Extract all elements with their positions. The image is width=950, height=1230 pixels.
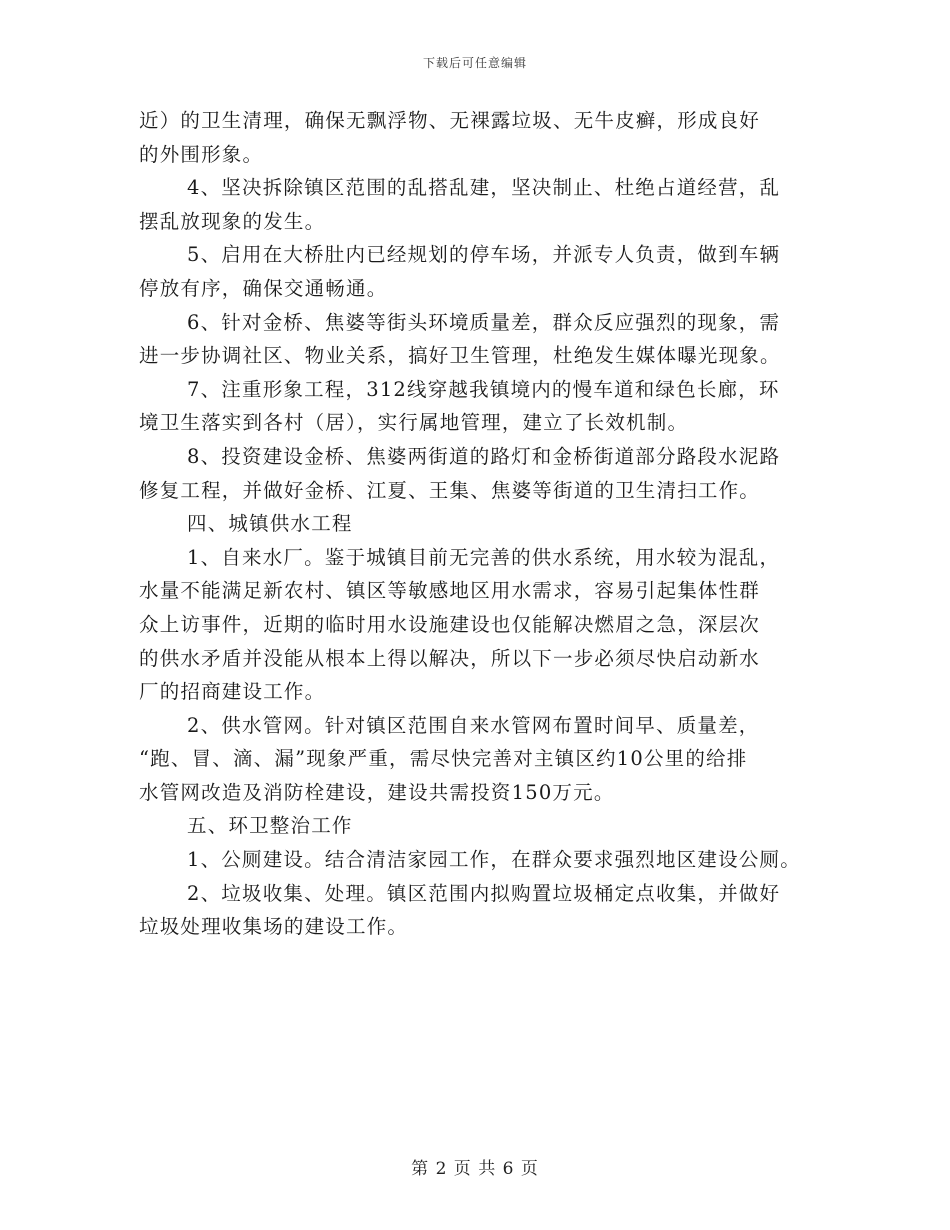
text-line: 垃圾处理收集场的建设工作。 <box>139 915 409 939</box>
text-line: 修复工程，并做好金桥、江夏、王集、焦婆等街道的卫生清扫工作。 <box>139 478 761 502</box>
text-line: 水管网改造及消防栓建设，建设共需投资150万元。 <box>139 780 615 804</box>
text-line: 4、坚决拆除镇区范围的乱搭乱建，坚决制止、杜绝占道经营，乱 <box>187 176 781 200</box>
text-line: 5、启用在大桥肚内已经规划的停车场，并派专人负责，做到车辆 <box>187 243 781 267</box>
text-line: 8、投资建设金桥、焦婆两街道的路灯和金桥街道部分路段水泥路 <box>187 444 781 468</box>
text-line: 进一步协调社区、物业关系，搞好卫生管理，杜绝发生媒体曝光现象。 <box>139 344 781 368</box>
section-heading: 五、环卫整治工作 <box>187 814 353 838</box>
text-line: 水量不能满足新农村、镇区等敏感地区用水需求，容易引起集体性群 <box>139 579 761 603</box>
page-footer: 第 2 页 共 6 页 <box>411 1159 539 1179</box>
text-line: 停放有序，确保交通畅通。 <box>139 276 388 300</box>
text-line: 境卫生落实到各村（居），实行属地管理，建立了长效机制。 <box>139 411 689 435</box>
text-line: 7、注重形象工程，312线穿越我镇境内的慢车道和绿色长廊，环 <box>187 377 780 401</box>
text-line: 的供水矛盾并没能从根本上得以解决，所以下一步必须尽快启动新水 <box>139 646 761 670</box>
section-heading: 四、城镇供水工程 <box>187 512 353 536</box>
document-body <box>139 104 819 944</box>
text-line: 2、垃圾收集、处理。镇区范围内拟购置垃圾桶定点收集，并做好 <box>187 881 781 905</box>
page-header: 下载后可任意编辑 <box>422 56 527 70</box>
text-line: 的外围形象。 <box>139 142 264 166</box>
text-line: “跑、冒、滴、漏”现象严重，需尽快完善对主镇区约10公里的给排 <box>139 747 748 771</box>
text-line: 厂的招商建设工作。 <box>139 680 326 704</box>
text-line: 众上访事件，近期的临时用水设施建设也仅能解决燃眉之急，深层次 <box>139 612 761 636</box>
text-line: 1、自来水厂。鉴于城镇目前无完善的供水系统，用水较为混乱， <box>187 545 781 569</box>
text-line: 摆乱放现象的发生。 <box>139 209 326 233</box>
text-line: 1、公厕建设。结合清洁家园工作，在群众要求强烈地区建设公厕。 <box>187 848 801 872</box>
text-line: 近）的卫生清理，确保无飘浮物、无裸露垃圾、无牛皮癣，形成良好 <box>139 109 761 132</box>
text-line: 2、供水管网。针对镇区范围自来水管网布置时间早、质量差， <box>187 713 760 737</box>
text-line: 6、针对金桥、焦婆等街头环境质量差，群众反应强烈的现象，需 <box>187 310 781 334</box>
